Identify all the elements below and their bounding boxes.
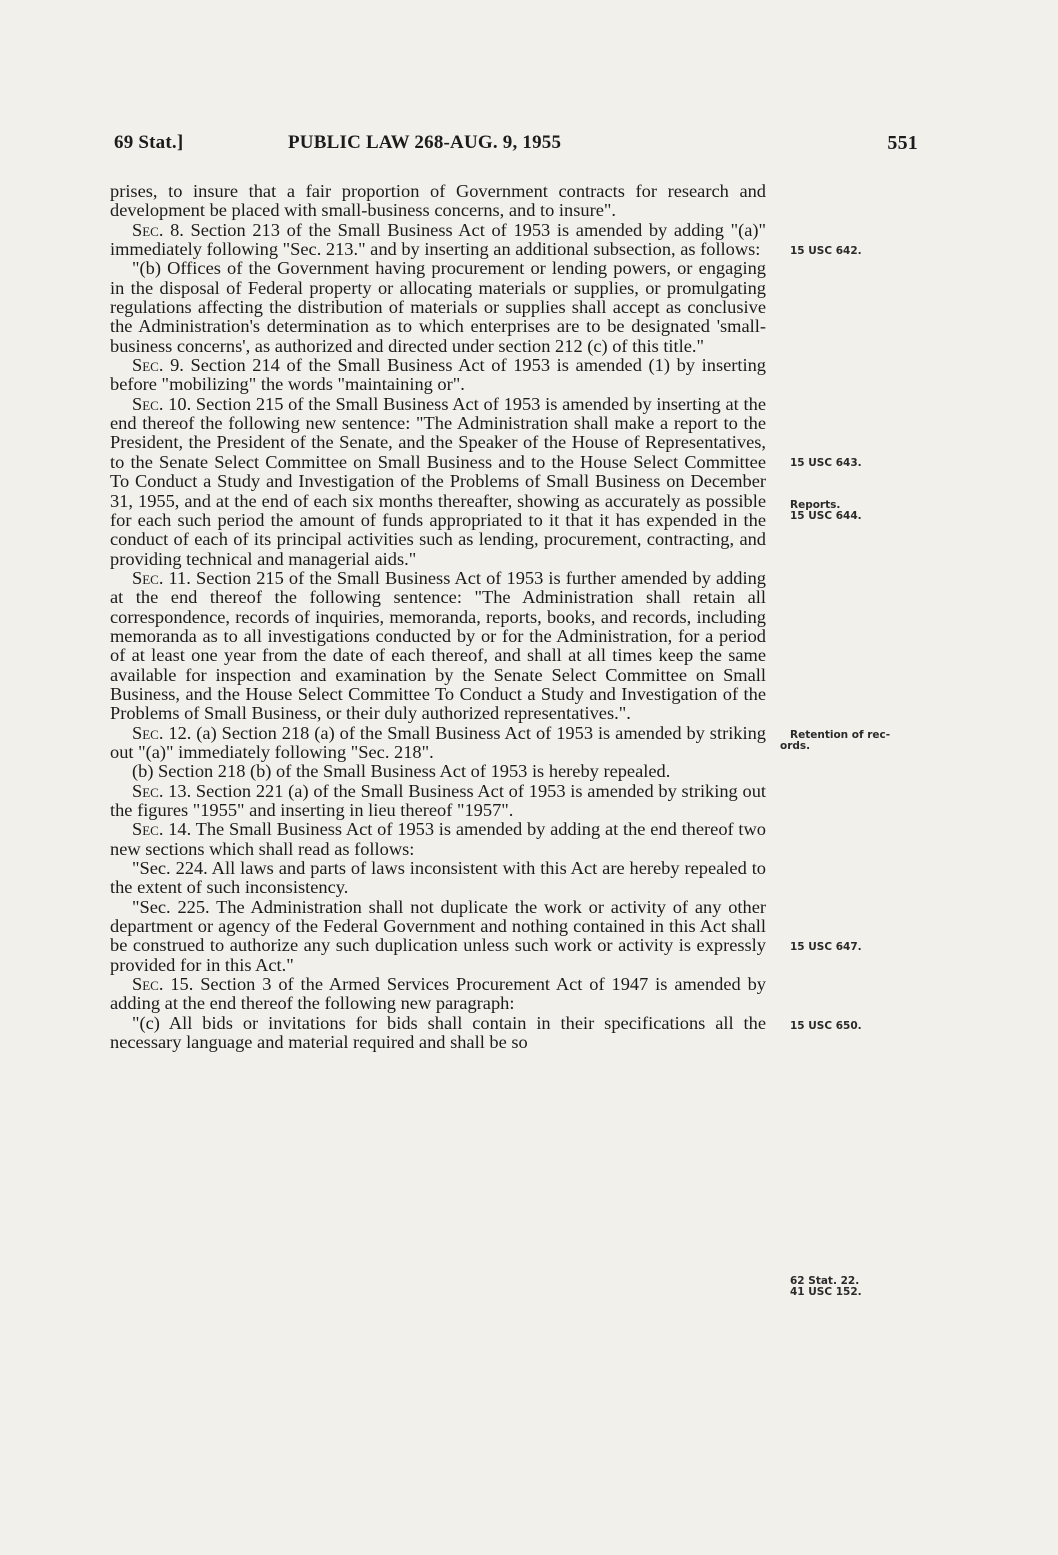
section-15 xyxy=(110,975,766,1014)
section-text: 9. Section 214 of the Small Business Act of 1953 is amended (1) by inserting before "mobilizing" the words "maintaining or". xyxy=(110,355,766,395)
body-text xyxy=(110,182,766,1052)
paragraph: (b) Section 218 (b) of the Small Business Act of 1953 is hereby repealed. xyxy=(132,761,671,782)
section-label: Sec. xyxy=(132,355,164,376)
section-label: Sec. xyxy=(132,219,164,240)
margin-note xyxy=(790,246,930,257)
margin-note xyxy=(780,730,920,752)
section-10 xyxy=(110,395,766,569)
section-text: 14. The Small Business Act of 1953 is amended by adding at the end thereof two new sections which shall read as follows: xyxy=(110,819,766,859)
margin-note-line: 15 USC 650. xyxy=(790,1020,862,1032)
section-label: Sec. xyxy=(132,780,164,801)
section-label: Sec. xyxy=(132,567,164,588)
running-title: PUBLIC LAW 268-AUG. 9, 1955 xyxy=(288,132,562,153)
margin-note-line: 15 USC 647. xyxy=(790,941,862,953)
section-14 xyxy=(110,820,766,859)
margin-note-line: 15 USC 644. xyxy=(790,510,862,522)
section-text: 10. Section 215 of the Small Business Act of 1953 is amended by inserting at the end thereof the following new sentence: "The Administration shall make a report to the President, the President of the Senate, and the Speaker of the House of Representatives, to the Senate Select Committee on Small Business and to the House Select Committee To Conduct a Study and Investigation of the Problems of Small Business on December 31, 1955, and at the end of each six months thereafter, showing as accurately as possible for each such period the amount of funds appropriated to it that it has expended in the conduct of each of its principal activities such as lending, procurement, contracting, and providing technical and managerial aids." xyxy=(110,393,766,569)
section-13 xyxy=(110,782,766,821)
paragraph: "Sec. 224. All laws and parts of laws inconsistent with this Act are hereby repealed to the extent of such inconsistency. xyxy=(110,858,766,898)
margin-note xyxy=(790,1276,930,1298)
section-12 xyxy=(110,724,766,763)
section-9 xyxy=(110,356,766,395)
section-8 xyxy=(110,221,766,260)
margin-note-line: 15 USC 643. xyxy=(790,457,862,469)
page-header xyxy=(114,132,918,162)
section-text: 13. Section 221 (a) of the Small Business Act of 1953 is amended by striking out the figures "1955" and inserting in lieu thereof "1957". xyxy=(110,780,766,820)
section-11 xyxy=(110,569,766,724)
margin-note-line: ords. xyxy=(780,740,811,752)
paragraph: "Sec. 225. The Administration shall not duplicate the work or activity of any other department or agency of the Federal Government and nothing contained in this Act shall be construed to authorize any such duplication unless such work or activity is expressly provided for in this Act." xyxy=(110,896,766,975)
section-text: 15. Section 3 of the Armed Services Procurement Act of 1947 is amended by adding at the end thereof the following new paragraph: xyxy=(110,974,766,1014)
margin-note xyxy=(790,500,930,522)
paragraph: "(c) All bids or invitations for bids shall contain in their specifications all the necessary language and material required and shall be so xyxy=(110,1012,766,1053)
margin-note-line: 62 Stat. 22. xyxy=(790,1275,860,1287)
margin-note-line: 41 USC 152. xyxy=(790,1286,862,1298)
margin-note-line: Retention of rec- xyxy=(790,729,891,741)
margin-note-line: Reports. xyxy=(790,499,841,511)
margin-note xyxy=(790,1021,930,1032)
section-label: Sec. xyxy=(132,974,164,995)
section-text: 12. (a) Section 218 (a) of the Small Business Act of 1953 is amended by striking out "(a)" immediately following "Sec. 218". xyxy=(110,722,766,762)
paragraph: "(b) Offices of the Government having procurement or lending powers, or engaging in the disposal of Federal property or allocating materials or supplies, or promulgating regulations affecting the distribution of materials or supplies shall accept as conclusive the Administration's determination as to which enterprises are to be designated 'small-business concerns', as authorized and directed under section 212 (c) of this title." xyxy=(110,258,766,356)
section-label: Sec. xyxy=(132,722,164,743)
margin-note xyxy=(790,458,930,469)
margin-note-line: 15 USC 642. xyxy=(790,245,862,257)
margin-note xyxy=(790,942,930,953)
section-text: 8. Section 213 of the Small Business Act of 1953 is amended by adding "(a)" immediately following "Sec. 213." and by inserting an additional subsection, as follows: xyxy=(110,219,766,260)
section-text: 11. Section 215 of the Small Business Act of 1953 is further amended by adding at the end thereof the following sentence: "The Administration shall retain all correspondence, records of inquiries, memoranda, reports, books, and records, including memoranda as to all investigations conducted by or for the Administration, for a period of at least one year from the date of each thereof, and shall at all times keep the same available for inspection and examination by the Senate Select Committee on Small Business, and the House Select Committee To Conduct a Study and Investigation of the Problems of Small Business, or their duly authorized representatives.". xyxy=(110,567,766,724)
page-number: 551 xyxy=(887,132,918,154)
section-label: Sec. xyxy=(132,393,164,414)
stat-reference: 69 Stat.] xyxy=(114,132,184,153)
section-label: Sec. xyxy=(132,819,164,840)
paragraph: prises, to insure that a fair proportion of Government contracts for research and development be placed with small-business concerns, and to insure". xyxy=(110,181,766,221)
